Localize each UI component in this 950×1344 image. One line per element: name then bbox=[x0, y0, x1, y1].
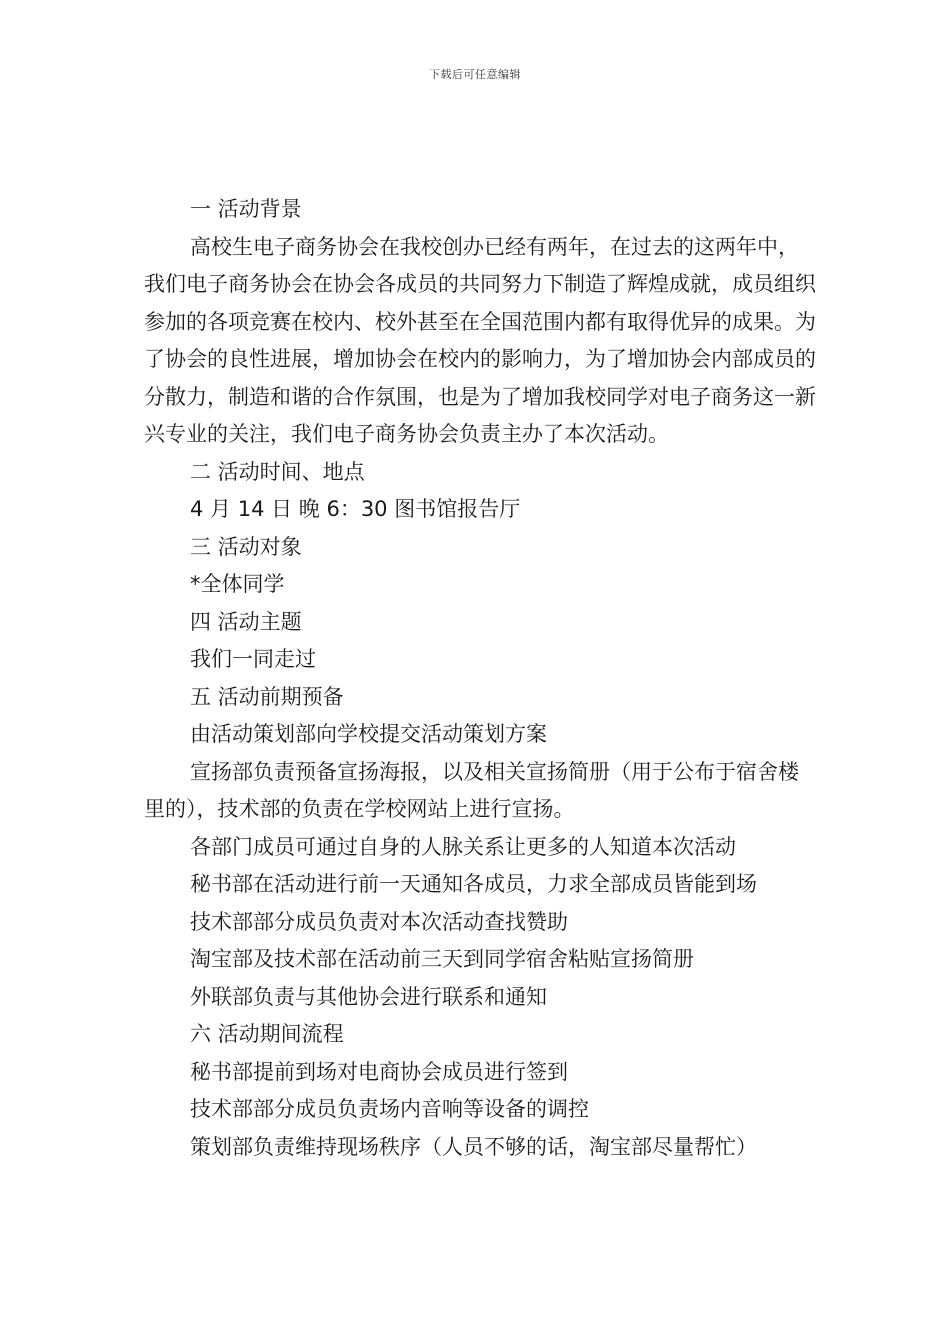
page-header: 下载后可任意编辑 bbox=[429, 68, 521, 81]
document-body bbox=[144, 191, 816, 1166]
list-item: 策划部负责维持现场秩序（人员不够的话，淘宝部尽量帮忙） bbox=[190, 1134, 757, 1159]
section-heading-process: 六 活动期间流程 bbox=[190, 1022, 344, 1046]
paragraph-time-place: 4 月 14 日 晚 6：30 图书馆报告厅 bbox=[190, 497, 521, 521]
section-heading-theme: 四 活动主题 bbox=[190, 609, 302, 634]
paragraph-background: 高校生电子商务协会在我校创办已经有两年，在过去的这两年中，我们电子商务协会在协会各成员的共同努力下制造了辉煌成就，成员组织参加的各项竞赛在校内、校外甚至在全国范围内都有取得优异的成果。为了协会的良性进展，增加协会在校内的影响力，为了增加协会内部成员的分散力，制造和谐的合作氛围，也是为了增加我校同学对电子商务这一新兴专业的关注，我们电子商务协会负责主办了本次活动。 bbox=[144, 234, 816, 446]
section-heading-preparation: 五 活动前期预备 bbox=[190, 684, 344, 709]
list-item: 技术部部分成员负责对本次活动查找赞助 bbox=[190, 909, 568, 934]
list-item: 淘宝部及技术部在活动前三天到同学宿舍粘贴宣扬简册 bbox=[190, 947, 694, 971]
section-heading-audience: 三 活动对象 bbox=[190, 534, 302, 559]
list-item: 各部门成员可通过自身的人脉关系让更多的人知道本次活动 bbox=[190, 834, 736, 859]
section-heading-background: 一 活动背景 bbox=[190, 197, 302, 221]
paragraph-audience: *全体同学 bbox=[190, 572, 285, 596]
list-item: 秘书部提前到场对电商协会成员进行签到 bbox=[190, 1059, 568, 1084]
list-item: 由活动策划部向学校提交活动策划方案 bbox=[190, 722, 547, 746]
list-item: 宣扬部负责预备宣扬海报，以及相关宣扬简册（用于公布于宿舍楼里的），技术部的负责在学校网站上进行宣扬。 bbox=[144, 759, 799, 821]
list-item: 技术部部分成员负责场内音响等设备的调控 bbox=[190, 1097, 589, 1121]
paragraph-theme: 我们一同走过 bbox=[190, 647, 316, 671]
section-heading-time-place: 二 活动时间、地点 bbox=[190, 459, 365, 484]
list-item: 秘书部在活动进行前一天通知各成员，力求全部成员皆能到场 bbox=[190, 872, 757, 896]
list-item: 外联部负责与其他协会进行联系和通知 bbox=[190, 984, 547, 1009]
